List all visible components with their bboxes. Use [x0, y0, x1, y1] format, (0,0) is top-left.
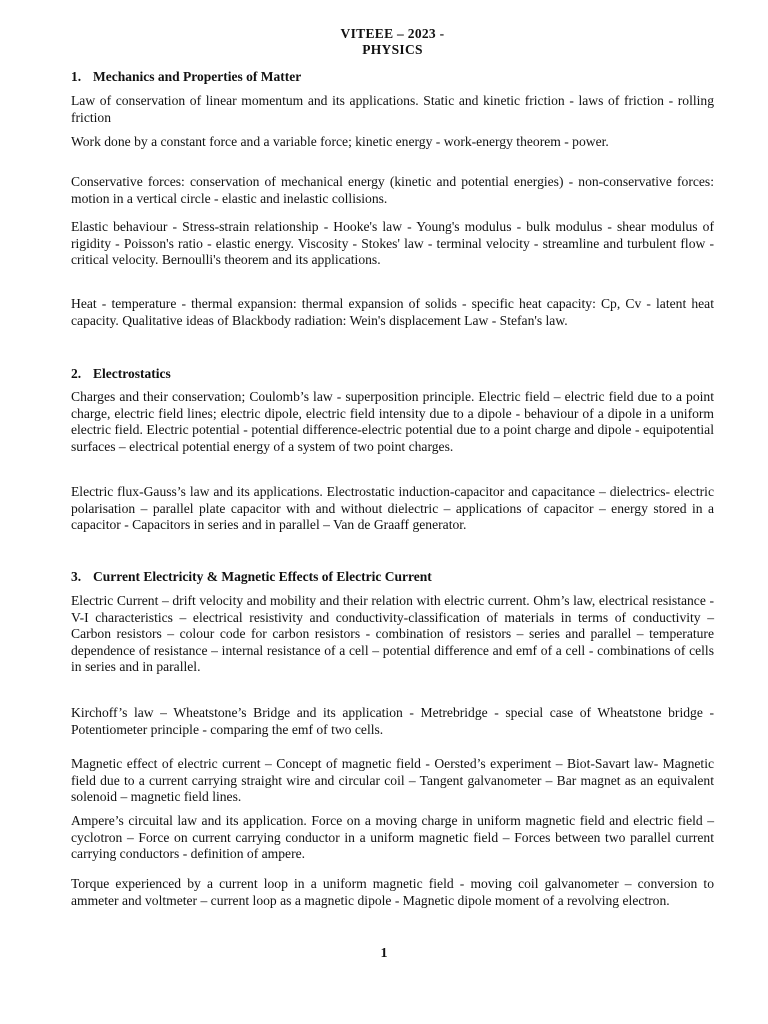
paragraph: Elastic behaviour - Stress-strain relationship - Hooke's law - Young's modulus - bulk modulus - shear modulus of rigidity - Poisson's ratio - elastic energy. Viscosity - Stokes' law - terminal velocity - streamline and turbulent flow - critical velocity. Bernoulli's theorem and its applications.	[71, 219, 714, 268]
paragraph: Ampere’s circuital law and its application. Force on a moving charge in uniform magnetic field and electric field – cyclotron – Force on current carrying conductor in a uniform magnetic field – Forces between two parallel current carrying conductors - definition of ampere.	[71, 813, 714, 862]
paragraph: Law of conservation of linear momentum and its applications. Static and kinetic friction - laws of friction - rolling friction	[71, 93, 714, 125]
section-title: Electrostatics	[93, 366, 171, 381]
exam-title: VITEEE – 2023 -	[340, 26, 445, 41]
subject-title: PHYSICS	[362, 42, 423, 57]
section-number: 1.	[71, 69, 82, 84]
paragraph: Electric Current – drift velocity and mobility and their relation with electric current. Ohm’s law, electrical resistance - V-I characteristics – electrical resistivity and conductivity-classification of materials in terms of conductivity – Carbon resistors – colour code for carbon resistors - combination of resistors – series and parallel – temperature dependence of resistance – internal resistance of a cell – potential difference and emf of a cell - combinations of cells in series and in parallel.	[71, 593, 714, 675]
section-number: 3.	[71, 569, 82, 584]
paragraph: Magnetic effect of electric current – Concept of magnetic field - Oersted’s experiment – Biot-Savart law- Magnetic field due to a current carrying straight wire and circular coil – Tangent galvanometer – Bar magnet as an equivalent solenoid – magnetic field lines.	[71, 756, 714, 805]
paragraph: Torque experienced by a current loop in a uniform magnetic field - moving coil galvanometer – conversion to ammeter and voltmeter – current loop as a magnetic dipole - Magnetic dipole moment of a revolving electron.	[71, 876, 714, 908]
section-title: Current Electricity & Magnetic Effects of Electric Current	[93, 569, 432, 584]
paragraph: Electric flux-Gauss’s law and its applications. Electrostatic induction-capacitor and capacitance – dielectrics- electric polarisation – parallel plate capacitor with and without dielectric – applications of capacitor – energy stored in a capacitor - Capacitors in series and in parallel – Van de Graaff generator.	[71, 484, 714, 533]
section-heading-1	[71, 69, 301, 85]
section-heading-3	[71, 569, 432, 585]
paragraph: Work done by a constant force and a variable force; kinetic energy - work-energy theorem - power.	[71, 134, 609, 149]
paragraph: Charges and their conservation; Coulomb’s law - superposition principle. Electric field – electric field due to a point charge, electric field lines; electric dipole, electric field intensity due to a dipole - behaviour of a dipole in a uniform electric field. Electric potential - potential difference-electric potential due to a point charge and dipole - equipotential surfaces – electrical potential energy of a system of two point charges.	[71, 389, 714, 454]
paragraph: Conservative forces: conservation of mechanical energy (kinetic and potential energies) - non-conservative forces: motion in a vertical circle - elastic and inelastic collisions.	[71, 174, 714, 206]
page-number: 1	[380, 946, 388, 961]
paragraph: Heat - temperature - thermal expansion: thermal expansion of solids - specific heat capacity: Cp, Cv - latent heat capacity. Qualitative ideas of Blackbody radiation: Wein's displacement Law - Stefan's law.	[71, 296, 714, 328]
section-number: 2.	[71, 366, 82, 381]
section-title: Mechanics and Properties of Matter	[93, 69, 302, 84]
section-heading-2	[71, 366, 171, 382]
paragraph: Kirchoff’s law – Wheatstone’s Bridge and its application - Metrebridge - special case of Wheatstone bridge - Potentiometer principle - comparing the emf of two cells.	[71, 705, 714, 737]
document-page	[71, 26, 714, 908]
title-block	[71, 26, 714, 58]
